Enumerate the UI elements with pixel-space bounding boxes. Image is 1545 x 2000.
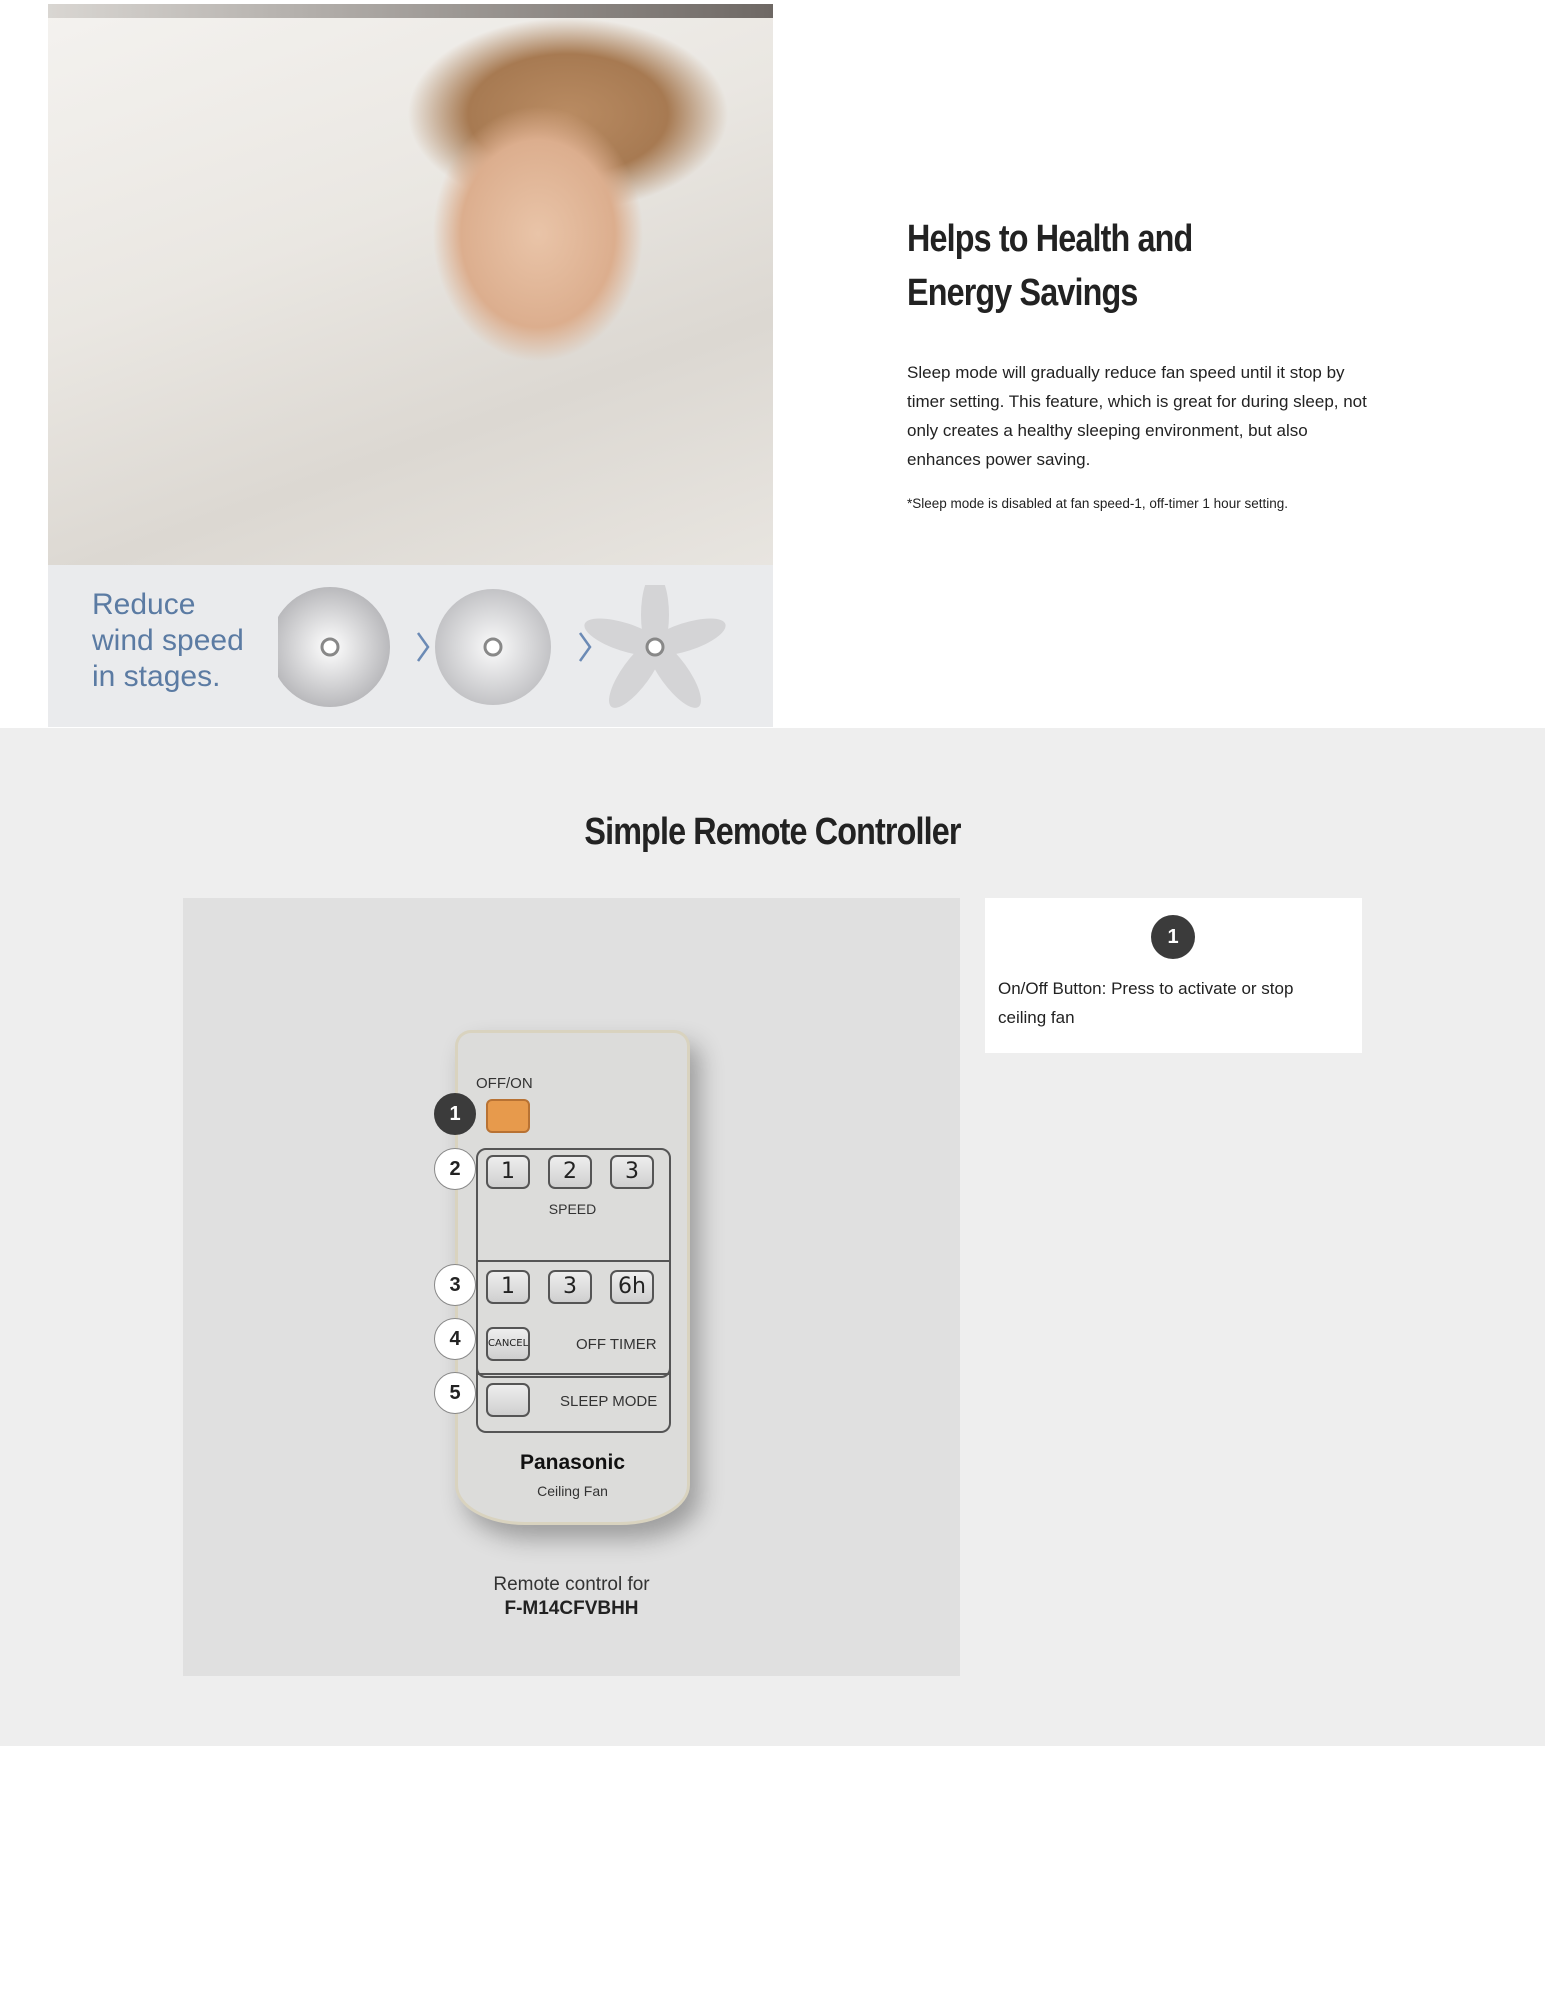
feature-title: Helps to Health and Energy Savings bbox=[907, 218, 1193, 314]
button-description: On/Off Button: Press to activate or stop ceiling fan bbox=[998, 979, 1294, 1027]
product-label: Ceiling Fan bbox=[537, 1483, 608, 1499]
remote-control bbox=[455, 1030, 690, 1525]
fan-stages-icon bbox=[278, 585, 748, 710]
divider bbox=[478, 1260, 669, 1262]
sleep-mode-button[interactable] bbox=[486, 1383, 530, 1417]
remote-model: F-M14CFVBHH bbox=[504, 1598, 639, 1619]
banner-caption bbox=[92, 587, 244, 695]
remote-caption: Remote control for bbox=[493, 1574, 650, 1595]
speed-2-button[interactable]: 2 bbox=[548, 1155, 592, 1189]
caption-line: Reduce bbox=[92, 588, 196, 621]
speed-3-button[interactable]: 3 bbox=[610, 1155, 654, 1189]
remote-section-title: Simple Remote Controller bbox=[584, 811, 961, 853]
remote-image-panel bbox=[183, 898, 960, 1676]
divider bbox=[478, 1373, 669, 1375]
offon-label: OFF/ON bbox=[476, 1075, 533, 1092]
marker-3[interactable]: 3 bbox=[434, 1264, 476, 1306]
feature-description: Sleep mode will gradually reduce fan speed until it stop by timer setting. This feature, which is great for during sleep, not only creates a healthy sleeping environment, but also enhances power saving. bbox=[907, 363, 1367, 469]
wind-stage-banner bbox=[48, 565, 773, 727]
button-number-badge: 1 bbox=[1151, 915, 1195, 959]
sleep-mode-label: SLEEP MODE bbox=[560, 1393, 658, 1410]
fan-slow-icon bbox=[580, 585, 729, 710]
marker-1[interactable]: 1 bbox=[434, 1093, 476, 1135]
marker-5[interactable]: 5 bbox=[434, 1372, 476, 1414]
sleeping-child-photo bbox=[48, 4, 773, 565]
brand-logo: Panasonic bbox=[519, 1451, 626, 1474]
off-timer-label: OFF TIMER bbox=[576, 1336, 657, 1353]
button-info-card bbox=[985, 898, 1362, 1053]
chevron-right-icon bbox=[580, 633, 590, 661]
speed-label: SPEED bbox=[548, 1201, 597, 1217]
marker-2[interactable]: 2 bbox=[434, 1148, 476, 1190]
timer-3h-button[interactable]: 3 bbox=[548, 1270, 592, 1304]
timer-6h-button[interactable]: 6h bbox=[610, 1270, 654, 1304]
speed-1-button[interactable]: 1 bbox=[486, 1155, 530, 1189]
timer-1h-button[interactable]: 1 bbox=[486, 1270, 530, 1304]
offon-button[interactable] bbox=[486, 1099, 530, 1133]
cancel-button[interactable]: CANCEL bbox=[486, 1327, 530, 1361]
feature-note: *Sleep mode is disabled at fan speed-1, off-timer 1 hour setting. bbox=[907, 496, 1288, 511]
caption-line: in stages. bbox=[92, 660, 221, 693]
chevron-right-icon bbox=[418, 633, 428, 661]
marker-4[interactable]: 4 bbox=[434, 1318, 476, 1360]
caption-line: wind speed bbox=[92, 624, 244, 657]
